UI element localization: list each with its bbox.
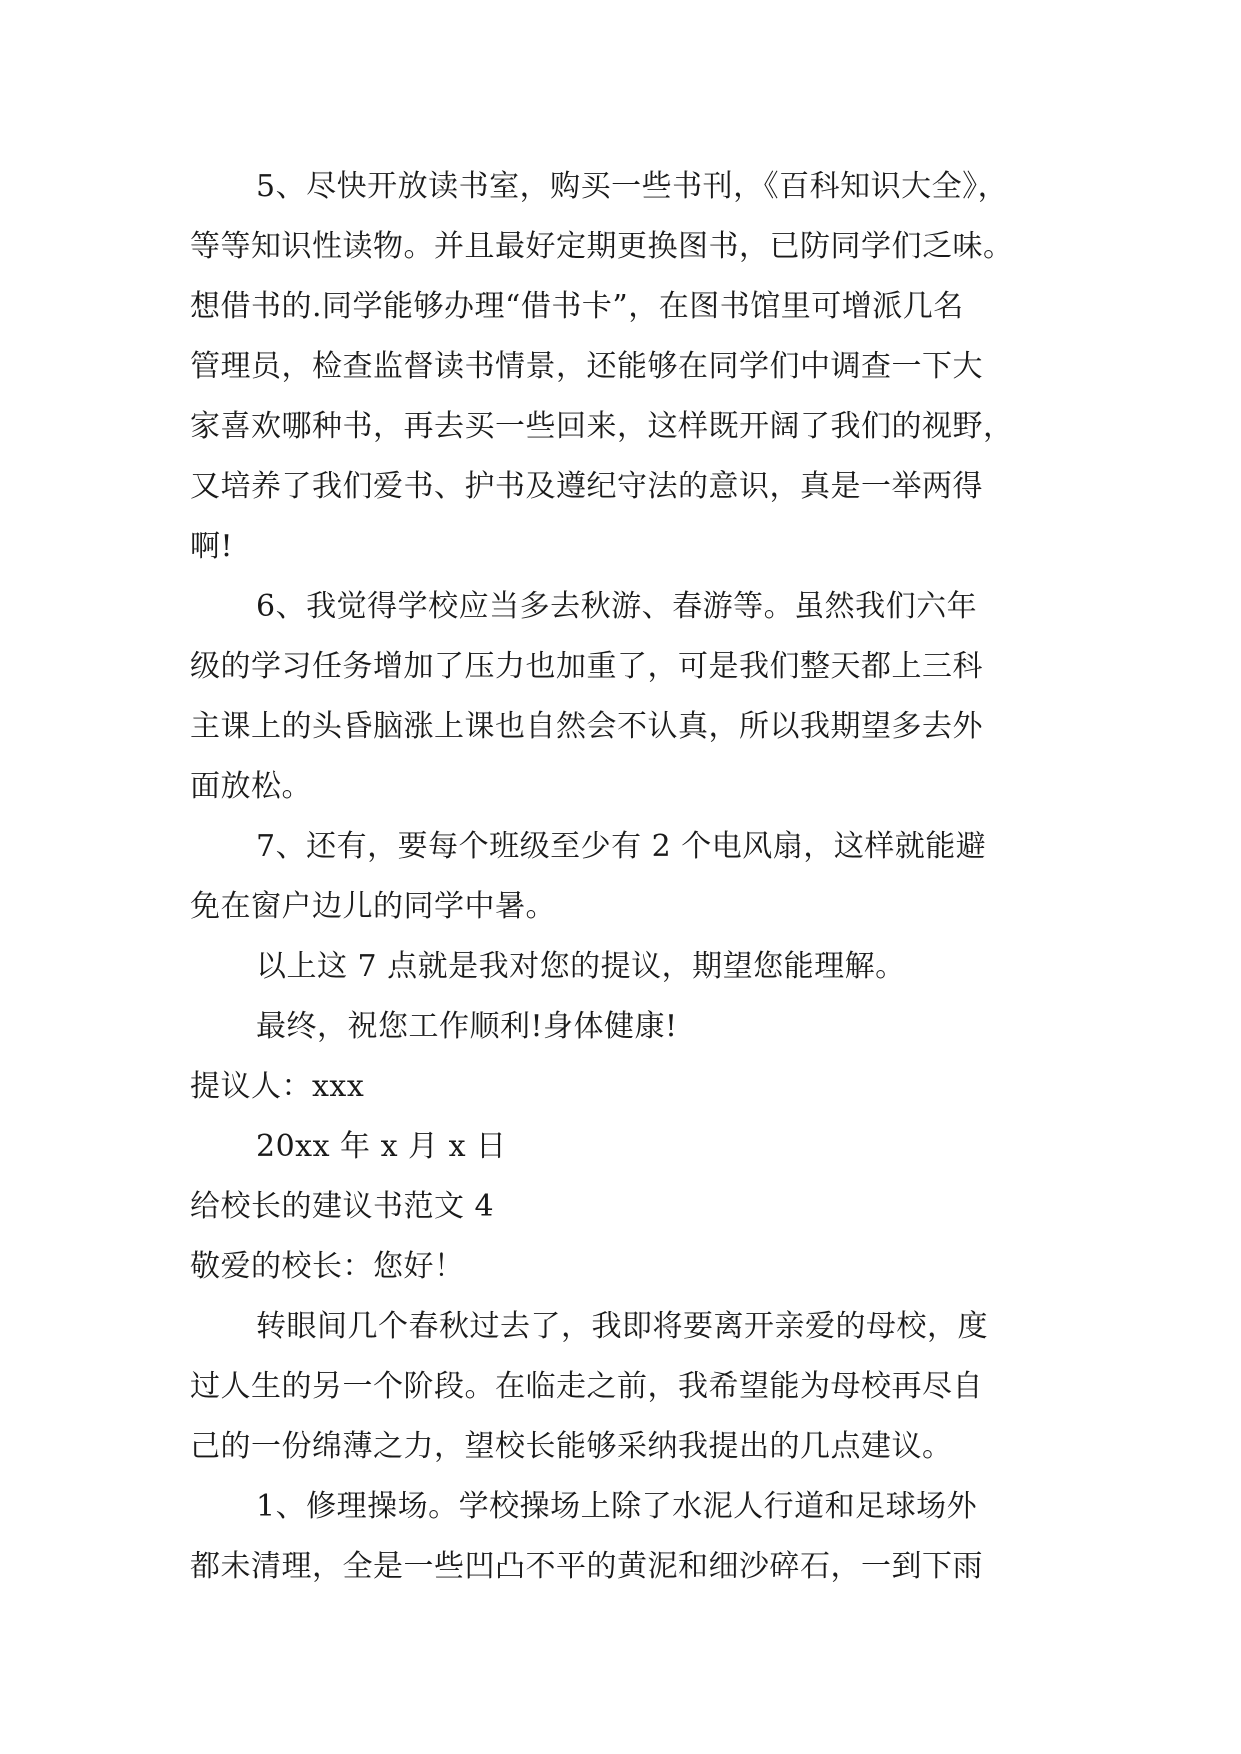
text-line: 提议人：xxx [190,1069,365,1104]
text-line: 过人生的另一个阶段。在临走之前，我希望能为母校再尽自 [190,1369,983,1404]
text-line: 转眼间几个春秋过去了，我即将要离开亲爱的母校，度 [256,1309,988,1344]
text-line: 1、修理操场。学校操场上除了水泥人行道和足球场外 [256,1489,978,1524]
text-line: 想借书的.同学能够办理“借书卡”，在图书馆里可增派几名 [190,289,964,324]
text-line: 7、还有，要每个班级至少有 2 个电风扇，这样就能避 [256,829,987,864]
text-line: 己的一份绵薄之力，望校长能够采纳我提出的几点建议。 [190,1429,953,1464]
text-line: 啊! [190,529,234,564]
text-line: 面放松。 [190,769,312,804]
text-line: 5、尽快开放读书室，购买一些书刊，《百科知识大全》， [256,169,1009,204]
text-line: 家喜欢哪种书，再去买一些回来，这样既开阔了我们的视野， [190,409,1014,444]
text-line: 主课上的头昏脑涨上课也自然会不认真，所以我期望多去外 [190,709,983,744]
text-line: 等等知识性读物。并且最好定期更换图书，已防同学们乏味。 [190,229,1014,264]
text-line: 6、我觉得学校应当多去秋游、春游等。虽然我们六年 [256,589,978,624]
text-line: 级的学习任务增加了压力也加重了，可是我们整天都上三科 [190,649,983,684]
text-line: 最终，祝您工作顺利!身体健康! [256,1009,678,1044]
text-line: 以上这 7 点就是我对您的提议，期望您能理解。 [256,949,906,984]
document-page [190,157,1070,1597]
text-line: 20xx 年 x 月 x 日 [256,1129,507,1164]
text-line: 敬爱的校长：您好！ [190,1249,465,1284]
text-line: 都未清理，全是一些凹凸不平的黄泥和细沙碎石，一到下雨 [190,1549,983,1584]
text-line: 给校长的建议书范文 4 [190,1189,495,1224]
text-line: 管理员，检查监督读书情景，还能够在同学们中调查一下大 [190,349,983,384]
text-line: 免在窗户边儿的同学中暑。 [190,889,556,924]
text-line: 又培养了我们爱书、护书及遵纪守法的意识，真是一举两得 [190,469,983,504]
